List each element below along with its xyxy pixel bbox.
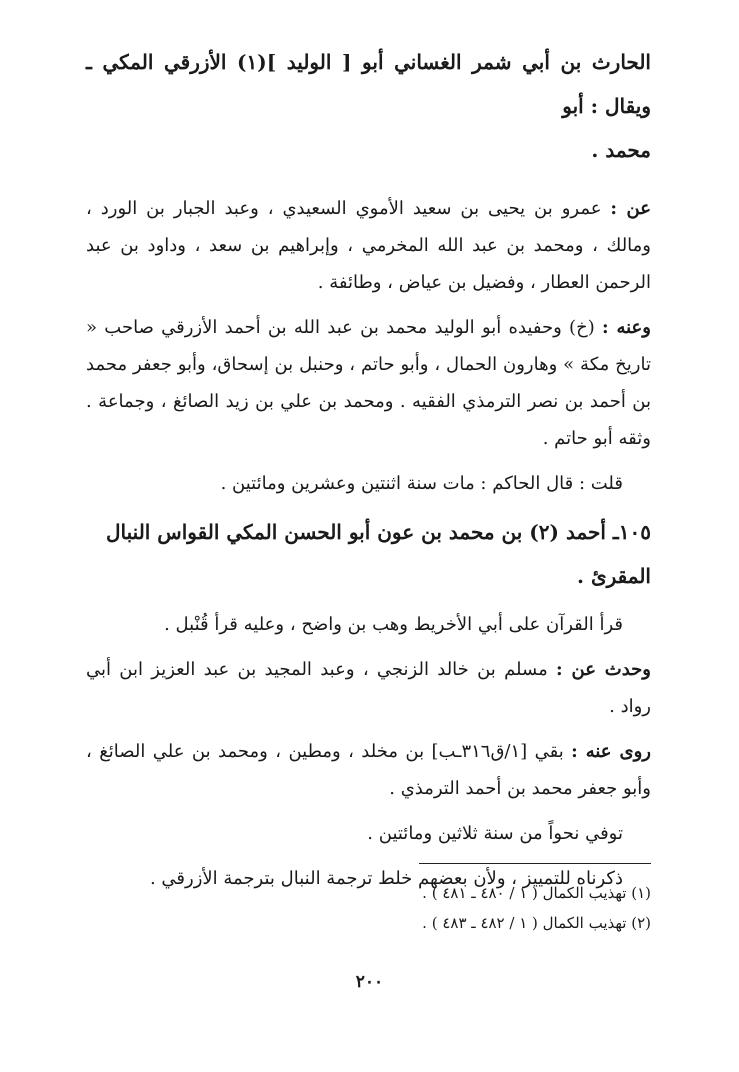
- transmitted-from-text: مسلم بن خالد الزنجي ، وعبد المجيد بن عبد العزيز ابن أبي رواد .: [86, 659, 651, 717]
- footnotes: [86, 878, 651, 938]
- entry-heading-alnabbal: [86, 510, 651, 598]
- narrated-by-text: (خ) وحفيده أبو الوليد محمد بن عبد الله بن أحمد الأزرقي صاحب « تاريخ مكة » وهارون الحمال ، وأبو حاتم ، وحنبل بن إسحاق، وأبو جعفر محمد بن أحمد بن نصر الترمذي الفقيه . ومحمد بن علي بن زيد الصائغ ، وجماعة . وثقه أبو حاتم .: [86, 317, 651, 449]
- page-body: [86, 40, 651, 897]
- entry-heading-line: الحارث بن أبي شمر الغساني أبو [ الوليد ](١) الأزرقي المكي ـ ويقال : أبو: [86, 50, 651, 118]
- narrated-by-label: وعنه :: [602, 317, 651, 338]
- footnote-1: (١) تهذيب الكمال ( ١ / ٤٨٠ ـ ٤٨١ ) .: [422, 884, 651, 902]
- footnote-2: (٢) تهذيب الكمال ( ١ / ٤٨٢ ـ ٤٨٣ ) .: [422, 914, 651, 932]
- reported-by-label: روى عنه :: [571, 741, 651, 762]
- reported-by-text: بقي [١/ق٣١٦ـب] بن مخلد ، ومطين ، ومحمد بن علي الصائغ ، وأبو جعفر محمد بن أحمد الترمذي .: [86, 741, 651, 799]
- narrated-by-paragraph: [86, 309, 651, 457]
- footnote-divider: [419, 863, 651, 864]
- entry-heading-line: محمد .: [591, 138, 651, 162]
- distinction-note: ذكرناه للتمييز ، ولأن بعضهم خلط ترجمة النبال بترجمة الأزرقي .: [149, 868, 623, 889]
- transmitted-from-paragraph: [86, 651, 651, 725]
- narrated-from-text: عمرو بن يحيى بن سعيد الأموي السعيدي ، وعبد الجبار بن الورد ، ومالك ، ومحمد بن عبد الله المخرمي ، وإبراهيم بن سعد ، وداود بن عبد الرحمن العطار ، وفضيل بن عياض ، وطائفة .: [86, 198, 651, 293]
- entry-heading-line: المقرئ .: [577, 564, 651, 588]
- entry-heading-alazraqi: [86, 40, 651, 172]
- reported-by-paragraph: [86, 733, 651, 807]
- entry-heading-line: ١٠٥ـ أحمد (٢) بن محمد بن عون أبو الحسن المكي القواس النبال: [106, 520, 651, 544]
- author-remark: قلت : قال الحاكم : مات سنة اثنتين وعشرين ومائتين .: [220, 473, 623, 494]
- death-paragraph: توفي نحواً من سنة ثلاثين ومائتين .: [367, 823, 623, 844]
- recitation-paragraph: قرأ القرآن على أبي الأخريط وهب بن واضح ، وعليه قرأ قُنْبل .: [164, 614, 623, 635]
- narrated-from-label: عن :: [610, 198, 651, 219]
- page-number: ٢٠٠: [355, 972, 384, 992]
- narrated-from-paragraph: [86, 190, 651, 301]
- transmitted-from-label: وحدث عن :: [556, 659, 651, 680]
